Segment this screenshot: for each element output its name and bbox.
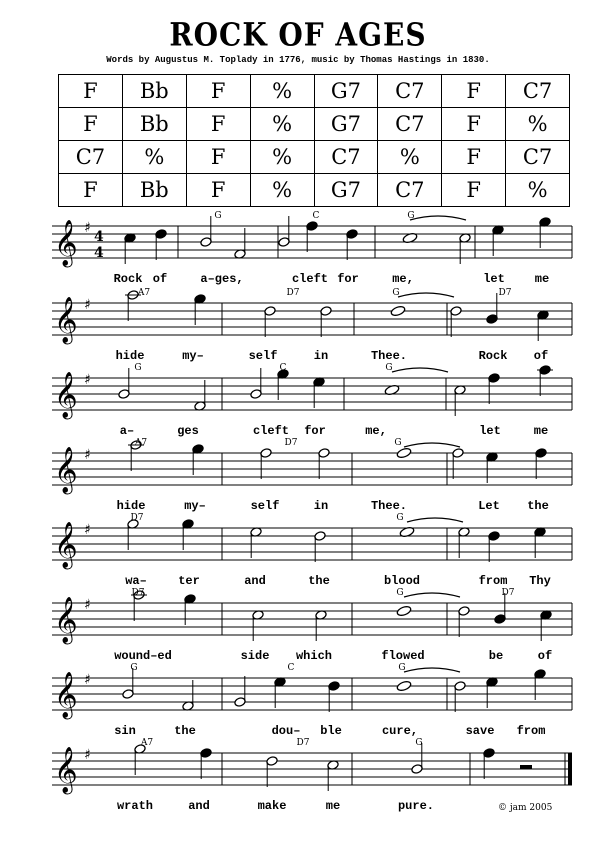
chord-cell: Bb	[122, 108, 186, 141]
chord-cell: F	[186, 108, 250, 141]
chord-label: G	[214, 211, 222, 221]
lyric-syllable: my–	[182, 349, 204, 363]
key-signature-sharp-icon: ♯	[84, 747, 91, 763]
treble-clef-icon: 𝄞	[54, 220, 78, 266]
lyric-syllable: blood	[383, 574, 421, 588]
chord-cell: F	[442, 174, 506, 207]
slur	[398, 293, 454, 297]
treble-clef-icon: 𝄞	[54, 372, 78, 418]
lyric-syllable: Rock	[478, 349, 508, 363]
chord-cell: Bb	[122, 174, 186, 207]
slur	[404, 593, 460, 597]
lyric-syllable: be	[488, 649, 504, 663]
lyrics-line	[114, 724, 545, 738]
lyric-syllable: dou–	[271, 724, 301, 738]
lyrics-line	[117, 499, 549, 513]
chord-cell: F	[186, 75, 250, 108]
staff-system	[52, 363, 572, 438]
lyric-syllable: ter	[178, 574, 200, 588]
lyric-syllable: my–	[184, 499, 206, 513]
staff-system	[52, 513, 572, 588]
chord-label: G	[134, 363, 142, 373]
key-signature-sharp-icon: ♯	[84, 597, 91, 613]
chord-cell: C7	[378, 75, 442, 108]
lyric-syllable: cleft	[252, 424, 290, 438]
treble-clef-icon: 𝄞	[54, 597, 78, 643]
staff-system	[52, 738, 572, 813]
chord-cell: F	[442, 75, 506, 108]
chord-cell: %	[250, 75, 314, 108]
lyric-syllable: cleft	[291, 272, 329, 286]
chord-label: D7	[296, 738, 310, 748]
lyric-syllable: let	[479, 424, 501, 438]
chord-label: G	[407, 211, 415, 221]
staff-system	[52, 588, 572, 663]
key-signature-sharp-icon: ♯	[84, 220, 91, 236]
lyric-syllable: for	[337, 272, 359, 286]
lyric-syllable: hide	[116, 499, 146, 513]
chord-cell: %	[378, 141, 442, 174]
lyric-syllable: Thy	[529, 574, 551, 588]
chord-label: A7	[140, 738, 154, 748]
chord-label: G	[385, 363, 393, 373]
chord-cell: G7	[314, 75, 378, 108]
lyric-syllable: in	[313, 349, 329, 363]
lyric-syllable: pure.	[397, 799, 435, 813]
lyric-syllable: which	[295, 649, 333, 663]
chord-label: D7	[286, 288, 300, 298]
treble-clef-icon: 𝄞	[54, 522, 78, 568]
chord-label: D7	[498, 288, 512, 298]
lyric-syllable: me,	[392, 272, 414, 286]
lyric-syllable: self	[248, 349, 278, 363]
lyric-syllable: for	[304, 424, 326, 438]
lyric-syllable: wound–ed	[114, 649, 172, 663]
lyric-syllable: from	[516, 724, 546, 738]
chord-cell: G7	[314, 108, 378, 141]
lyric-syllable: wrath	[116, 799, 154, 813]
lyrics-line	[116, 349, 549, 363]
lyric-syllable: flowed	[381, 649, 425, 663]
chord-label: G	[394, 438, 402, 448]
lyric-syllable: save	[465, 724, 495, 738]
chord-label: G	[396, 588, 404, 598]
lyrics-line	[117, 799, 434, 813]
lyric-syllable: me	[534, 272, 550, 286]
slur	[404, 443, 460, 447]
treble-clef-icon: 𝄞	[54, 672, 78, 718]
song-title: ROCK OF AGES	[169, 15, 427, 54]
chord-cell: %	[250, 108, 314, 141]
key-signature-sharp-icon: ♯	[84, 672, 91, 688]
lyric-syllable: in	[313, 499, 329, 513]
lyric-syllable: sin	[114, 724, 136, 738]
treble-clef-icon: 𝄞	[54, 297, 78, 343]
staff-system	[52, 288, 572, 363]
lyrics-line	[120, 424, 548, 438]
chord-label: D7	[501, 588, 515, 598]
lyric-syllable: of	[537, 649, 553, 663]
note-head	[390, 305, 406, 317]
final-barline-thick	[568, 753, 572, 785]
chord-label: G	[396, 513, 404, 523]
chord-cell: Bb	[122, 75, 186, 108]
chord-label: D7	[284, 438, 298, 448]
lyric-syllable: and	[188, 799, 210, 813]
lyric-syllable: Thee.	[370, 499, 408, 513]
chord-cell: %	[506, 108, 570, 141]
lyric-syllable: Let	[478, 499, 500, 513]
time-signature-top: 4	[94, 229, 104, 245]
chord-label: G	[398, 663, 406, 673]
staff-system	[52, 211, 572, 286]
treble-clef-icon: 𝄞	[54, 447, 78, 493]
chord-cell: C7	[378, 174, 442, 207]
key-signature-sharp-icon: ♯	[84, 522, 91, 538]
key-signature-sharp-icon: ♯	[84, 297, 91, 313]
lyric-syllable: from	[478, 574, 508, 588]
half-rest	[520, 765, 532, 769]
lyrics-line	[114, 649, 552, 663]
song-credits: Words by Augustus M. Toplady in 1776, music by Thomas Hastings in 1830.	[106, 55, 490, 65]
lyric-syllable: me	[325, 799, 341, 813]
chord-cell: F	[442, 141, 506, 174]
lyric-syllable: wa–	[125, 574, 147, 588]
lyric-syllable: the	[308, 574, 330, 588]
lyric-syllable: a–	[119, 424, 135, 438]
chord-cell: %	[122, 141, 186, 174]
note-head	[396, 605, 412, 617]
chord-cell: F	[186, 141, 250, 174]
chord-cell: %	[250, 141, 314, 174]
note-head	[396, 447, 412, 459]
lyric-syllable: make	[257, 799, 287, 813]
lyric-syllable: and	[244, 574, 266, 588]
lyric-syllable: hide	[115, 349, 145, 363]
slur	[410, 216, 466, 220]
chord-cell: C7	[314, 141, 378, 174]
lyric-syllable: of	[533, 349, 549, 363]
lyric-syllable: Rock	[113, 272, 143, 286]
slur	[407, 518, 463, 522]
lyric-syllable: ges	[177, 424, 199, 438]
key-signature-sharp-icon: ♯	[84, 372, 91, 388]
key-signature-sharp-icon: ♯	[84, 447, 91, 463]
chord-label: C	[312, 211, 320, 221]
time-signature-bottom: 4	[94, 245, 104, 261]
chord-label: C	[287, 663, 295, 673]
note-head	[396, 680, 412, 692]
lyric-syllable: me	[533, 424, 549, 438]
staff-system	[52, 438, 572, 513]
chord-label: G	[392, 288, 400, 298]
lyric-syllable: let	[483, 272, 505, 286]
treble-clef-icon: 𝄞	[54, 747, 78, 793]
lyric-syllable: the	[527, 499, 549, 513]
chord-label: D7	[130, 513, 144, 523]
chord-cell: %	[506, 174, 570, 207]
lyric-syllable: cure,	[381, 724, 419, 738]
lyric-syllable: a–ges,	[200, 272, 244, 286]
lyric-syllable: ble	[320, 724, 342, 738]
chord-label: G	[415, 738, 423, 748]
slur	[404, 668, 460, 672]
chord-cell: %	[250, 174, 314, 207]
lyric-syllable: self	[250, 499, 280, 513]
lyric-syllable: side	[240, 649, 270, 663]
lyric-syllable: the	[174, 724, 196, 738]
chord-cell: C7	[378, 108, 442, 141]
chord-label: A7	[137, 288, 151, 298]
copyright-notice: © jam 2005	[498, 803, 553, 813]
chord-cell: F	[59, 75, 123, 108]
lyric-syllable: Thee.	[370, 349, 408, 363]
chord-cell: F	[59, 174, 123, 207]
chord-cell: C7	[506, 75, 570, 108]
chord-cell: F	[442, 108, 506, 141]
lyric-syllable: of	[152, 272, 168, 286]
staff-system	[52, 663, 572, 738]
chord-label: D7	[131, 588, 145, 598]
chord-label: C	[279, 363, 287, 373]
lyrics-line	[125, 574, 551, 588]
chord-cell: G7	[314, 174, 378, 207]
chord-cell: F	[186, 174, 250, 207]
chord-cell: C7	[59, 141, 123, 174]
chord-label: G	[130, 663, 138, 673]
slur	[392, 368, 448, 372]
lyric-syllable: me,	[365, 424, 387, 438]
lyrics-line	[114, 272, 550, 286]
chord-label: A7	[134, 438, 148, 448]
chord-cell: F	[59, 108, 123, 141]
chord-cell: C7	[506, 141, 570, 174]
